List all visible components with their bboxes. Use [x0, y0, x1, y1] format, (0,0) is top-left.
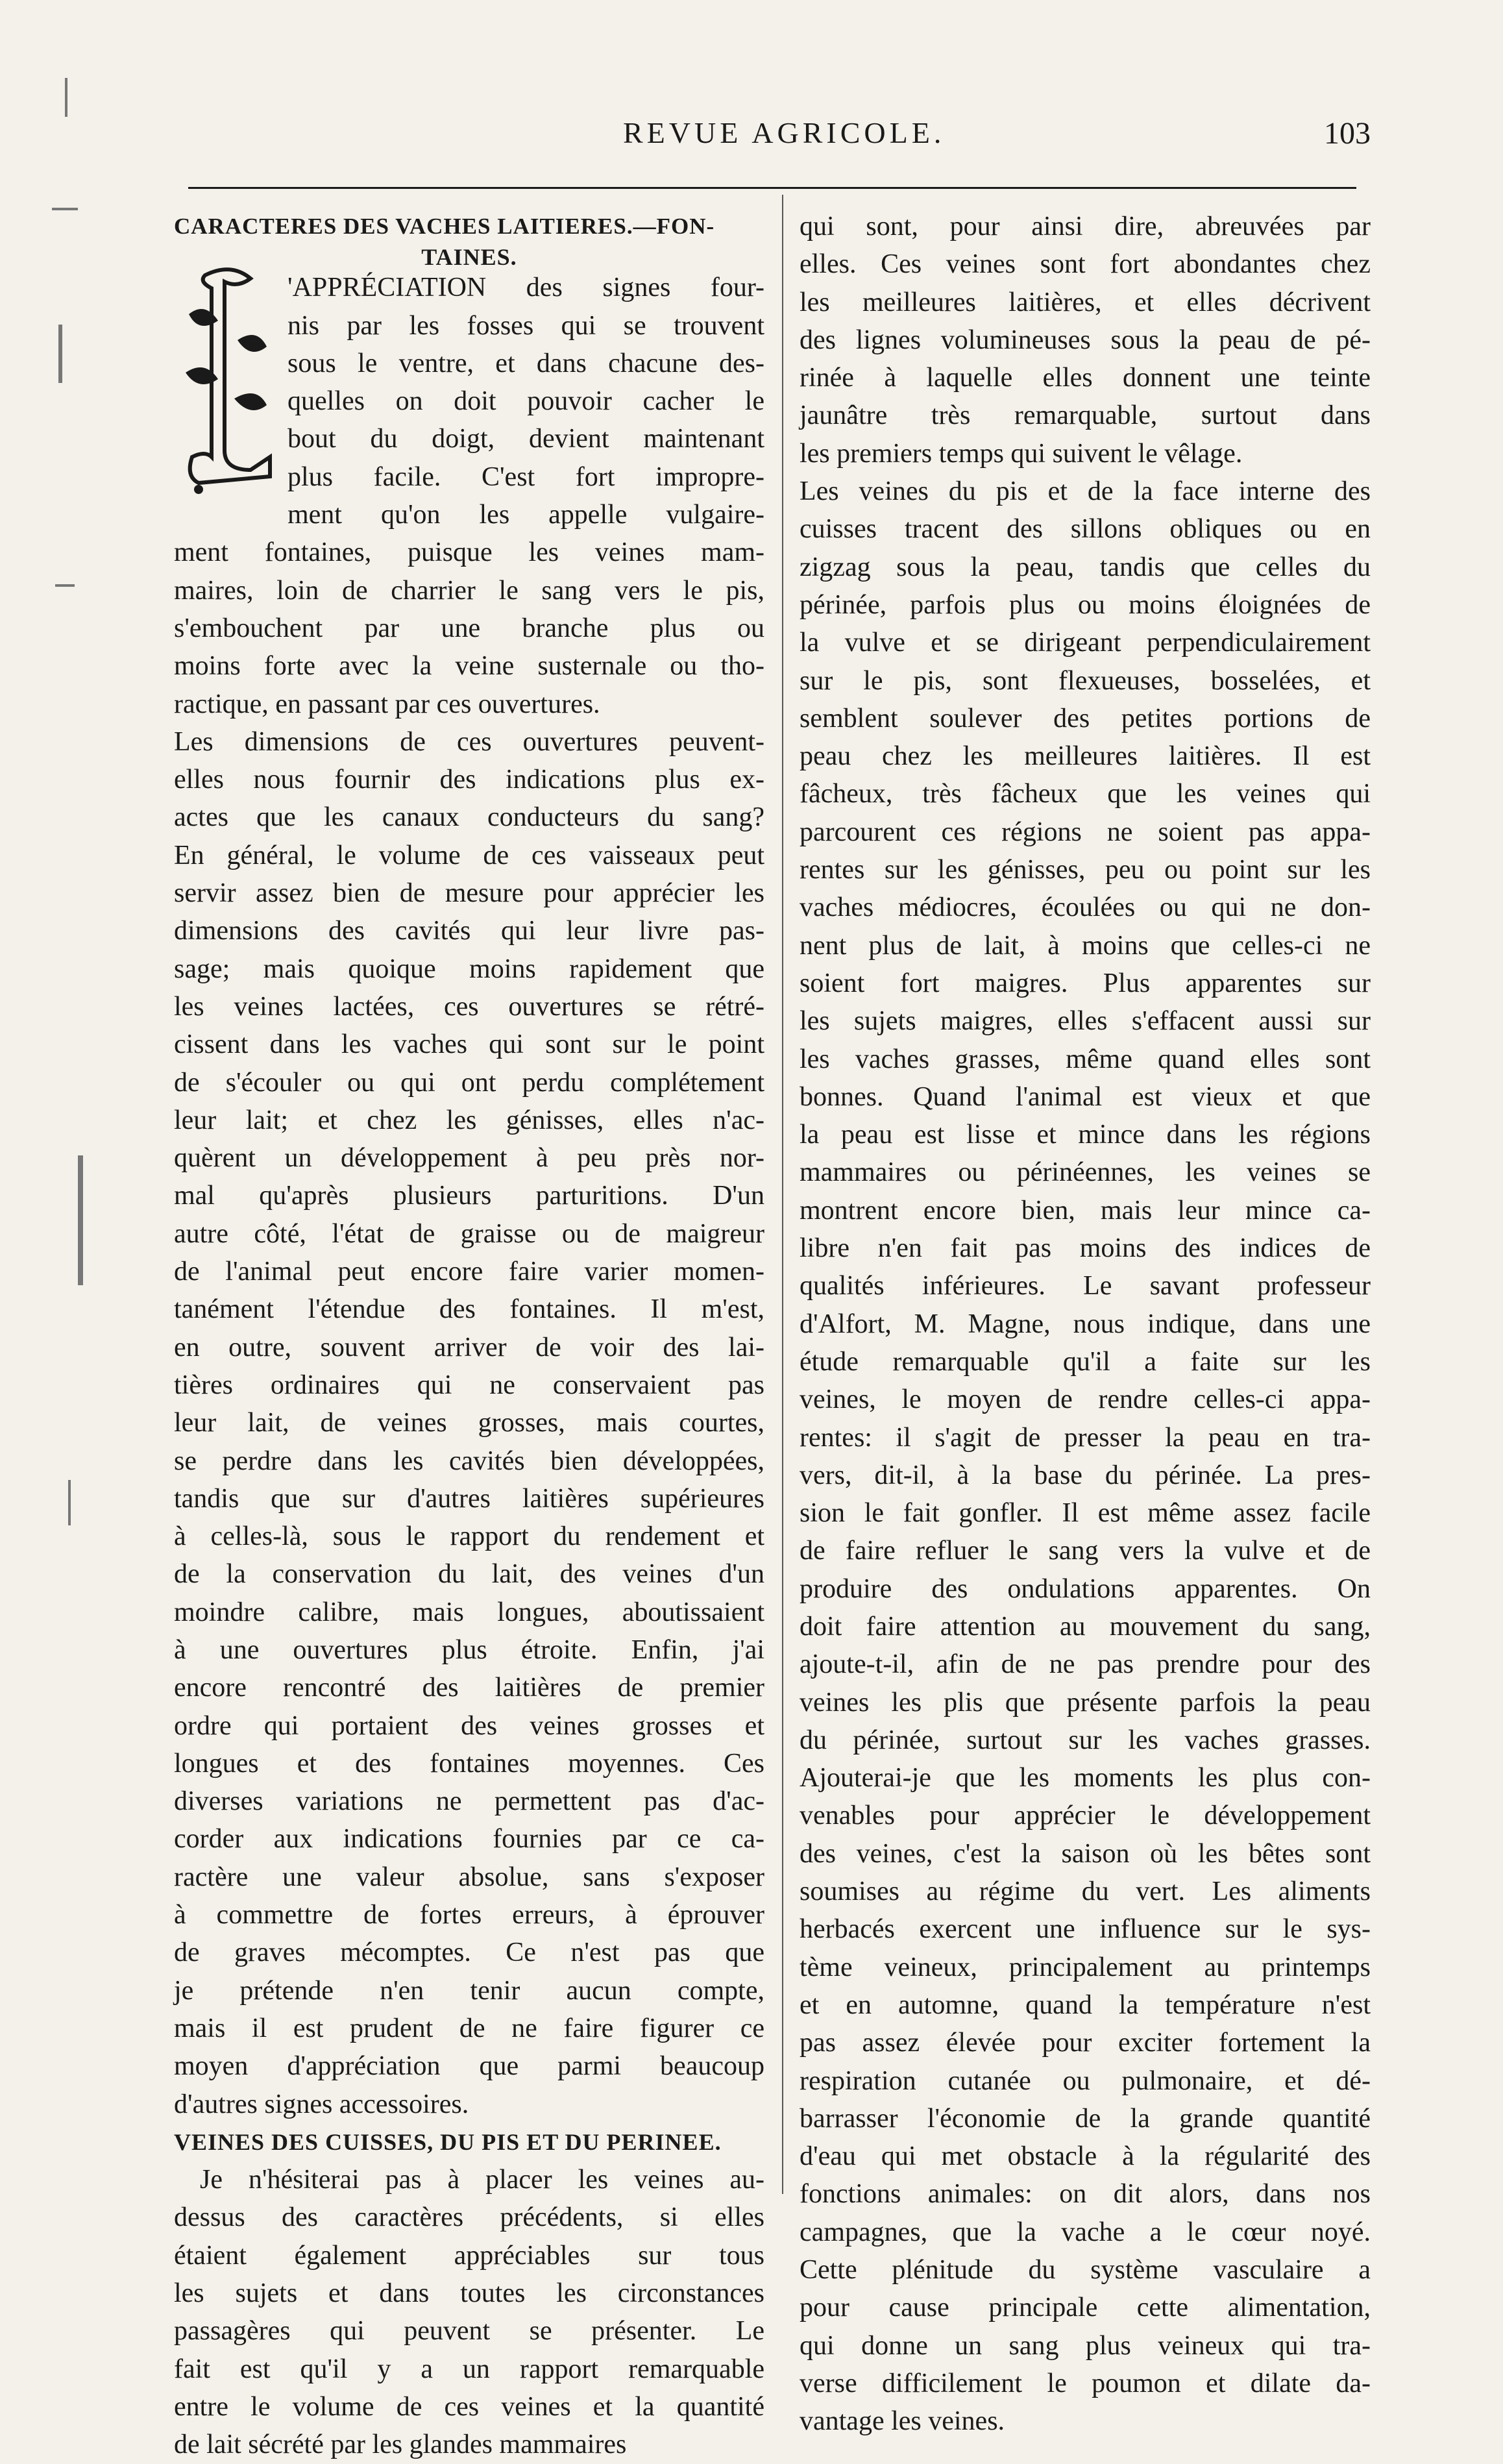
text-line: peau chez les meilleures laitières. Il est	[800, 741, 1371, 772]
text-line: des veines, c'est la saison où les bêtes sont	[800, 1838, 1371, 1869]
paragraph-line: bout du doigt, devient maintenant	[287, 424, 764, 454]
running-head	[0, 97, 1503, 175]
text-line: étude remarquable qu'il a faite sur les	[800, 1346, 1371, 1377]
text-line: autre côté, l'état de graisse ou de maigreur	[174, 1218, 764, 1249]
paragraph-line: quelles on doit pouvoir cacher le	[287, 386, 764, 417]
text-line: se perdre dans les cavités bien développées,	[174, 1446, 764, 1476]
text-line: quèrent un développement à peu près nor-	[174, 1143, 764, 1174]
text-line: ractique, en passant par ces ouvertures.	[174, 689, 600, 719]
text-line: mais il est prudent de ne faire figurer ce	[174, 2013, 764, 2043]
text-line: tème veineux, principalement au printemps	[800, 1952, 1371, 1982]
paragraph-line: plus facile. C'est fort impropre-	[287, 462, 764, 492]
text-line: qualités inférieures. Le savant professeur	[800, 1271, 1371, 1301]
text-line: campagnes, que la vache a le cœur noyé.	[800, 2217, 1371, 2247]
text-line: elles. Ces veines sont fort abondantes chez	[800, 249, 1371, 280]
opening-paragraph	[174, 269, 764, 534]
text-line: fonctions animales: on dit alors, dans nos	[800, 2179, 1371, 2210]
ornamental-dropcap-icon	[179, 262, 276, 496]
text-line: moins forte avec la veine susternale ou tho-	[174, 651, 764, 682]
text-line: rentes: il s'agit de presser la peau en tra-	[800, 1422, 1371, 1453]
right-body-text	[800, 208, 1371, 2441]
text-line: produire des ondulations apparentes. On	[800, 1573, 1371, 1604]
text-line: les premiers temps qui suivent le vêlage.	[800, 438, 1243, 469]
text-line: leur lait; et chez les génisses, elles n'ac-	[174, 1105, 764, 1135]
text-line: les veines lactées, ces ouvertures se rétré-	[174, 991, 764, 1022]
text-line: rinée à laquelle elles donnent une teinte	[800, 363, 1371, 393]
text-line: à celles-là, sous le rapport du rendement et	[174, 1522, 764, 1552]
text-line: entre le volume de ces veines et la quantité	[174, 2391, 764, 2422]
text-line: je prétende n'en tenir aucun compte,	[174, 1975, 764, 2006]
column-divider	[782, 195, 783, 2194]
text-line: venables pour apprécier le développement	[800, 1801, 1371, 1831]
text-line: parcourent ces régions ne soient pas appa-	[800, 817, 1371, 847]
text-line: Ajouterai-je que les moments les plus con-	[800, 1763, 1371, 1793]
text-line: les meilleures laitières, et elles décrivent	[800, 287, 1371, 317]
text-line: mammaires ou périnéennes, les veines se	[800, 1157, 1371, 1188]
text-line: d'autres signes accessoires.	[174, 2089, 469, 2119]
text-line: les sujets et dans toutes les circonstances	[174, 2278, 764, 2309]
text-line: de graves mécomptes. Ce n'est pas que	[174, 1938, 764, 1968]
text-line: soumises au régime du vert. Les aliments	[800, 1877, 1371, 1907]
left-column	[174, 208, 764, 2464]
text-line: semblent soulever des petites portions de	[800, 703, 1371, 733]
text-line: Cette plénitude du système vasculaire a	[800, 2255, 1371, 2285]
left-body-text	[174, 534, 764, 2123]
section-title-fontaines-1: CARACTERES DES VACHES LAITIERES.—FON-	[174, 214, 715, 239]
text-line: zigzag sous la peau, tandis que celles du	[800, 552, 1371, 582]
text-line: vaches médiocres, écoulées ou qui ne don-	[800, 893, 1371, 923]
text-line: de la conservation du lait, des veines d'un	[174, 1559, 764, 1590]
text-line: respiration cutanée ou pulmonaire, et dé-	[800, 2065, 1371, 2096]
text-line: étaient également appréciables sur tous	[174, 2240, 764, 2271]
text-line: doit faire attention au mouvement du sang,	[800, 1611, 1371, 1642]
left-body-text-section2	[174, 2161, 764, 2463]
text-line: la peau est lisse et mince dans les régions	[800, 1120, 1371, 1150]
text-line: s'embouchent par une branche plus ou	[174, 613, 764, 643]
text-line: pas assez élevée pour exciter fortement la	[800, 2028, 1371, 2058]
text-line: les sujets maigres, elles s'effacent aussi sur	[800, 1006, 1371, 1037]
text-line: vantage les veines.	[800, 2406, 1005, 2437]
text-line: En général, le volume de ces vaisseaux peut	[174, 840, 764, 870]
section-title-veines: VEINES DES CUISSES, DU PIS ET DU PERINEE.	[174, 2128, 722, 2155]
text-line: du périnée, surtout sur les vaches grasses.	[800, 1725, 1371, 1755]
text-line: périnée, parfois plus ou moins éloignées de	[800, 589, 1371, 620]
text-line: fâcheux, très fâcheux que les veines qui	[800, 779, 1371, 809]
text-line: moindre calibre, mais longues, aboutissaient	[174, 1597, 764, 1627]
text-line: cissent dans les vaches qui sont sur le point	[174, 1029, 764, 1060]
text-line: servir assez bien de mesure pour apprécier les	[174, 878, 764, 909]
text-line: à commettre de fortes erreurs, à éprouver	[174, 1900, 764, 1930]
text-line: sur le pis, sont flexueuses, bosselées, et	[800, 665, 1371, 696]
text-line: Je n'hésiterai pas à placer les veines au-	[200, 2165, 764, 2195]
text-line: rentes sur les génisses, peu ou point sur les	[800, 855, 1371, 885]
text-line: passagères qui peuvent se présenter. Le	[174, 2316, 764, 2347]
text-line: qui donne un sang plus veineux qui tra-	[800, 2330, 1371, 2361]
text-line: fait est qu'il y a un rapport remarquable	[174, 2354, 764, 2384]
text-line: moyen d'appréciation que parmi beaucoup	[174, 2051, 764, 2082]
text-line: d'eau qui met obstacle à la régularité des	[800, 2141, 1371, 2172]
text-line: encore rencontré des laitières de premier	[174, 1673, 764, 1703]
margin-specks	[45, 52, 104, 1740]
text-line: actes que les canaux conducteurs du sang?	[174, 802, 764, 833]
text-line: soient fort maigres. Plus apparentes sur	[800, 968, 1371, 998]
text-line: veines les plis que présente parfois la peau	[800, 1687, 1371, 1718]
text-line: sion le fait gonfler. Il est même assez facile	[800, 1498, 1371, 1529]
paragraph-line: sous le ventre, et dans chacune des-	[287, 348, 764, 378]
header-rule	[188, 187, 1356, 189]
text-line: ajoute-t-il, afin de ne pas prendre pour des	[800, 1649, 1371, 1680]
text-line: cuisses tracent des sillons obliques ou en	[800, 514, 1371, 545]
text-line: jaunâtre très remarquable, surtout dans	[800, 400, 1371, 431]
text-line: tanément l'étendue des fontaines. Il m'est,	[174, 1294, 764, 1325]
section-title-fontaines-2: TAINES.	[421, 244, 517, 271]
text-line: herbacés exercent une influence sur le sys-	[800, 1914, 1371, 1945]
text-line: pour cause principale cette alimentation,	[800, 2293, 1371, 2323]
text-line: vers, dit-il, à la base du périnée. La pres-	[800, 1460, 1371, 1490]
text-line: corder aux indications fournies par ce ca-	[174, 1824, 764, 1854]
text-line: et en automne, quand la température n'est	[800, 1990, 1371, 2020]
text-line: tières ordinaires qui ne conservaient pas	[174, 1370, 764, 1400]
text-line: diverses variations ne permettent pas d'ac-	[174, 1786, 764, 1817]
text-line: libre n'en fait pas moins des indices de	[800, 1233, 1371, 1264]
text-line: nent plus de lait, à moins que celles-ci ne	[800, 930, 1371, 961]
page-number: 103	[1324, 116, 1371, 151]
text-line: ment fontaines, puisque les veines mam-	[174, 537, 764, 568]
text-line: la vulve et se dirigeant perpendiculairement	[800, 628, 1371, 658]
text-line: elles nous fournir des indications plus ex-	[174, 765, 764, 795]
text-line: de s'écouler ou qui ont perdu complétement	[174, 1067, 764, 1098]
text-line: Les veines du pis et de la face interne des	[800, 476, 1371, 507]
journal-title: REVUE AGRICOLE.	[623, 116, 946, 149]
text-line: montrent encore bien, mais leur mince ca-	[800, 1195, 1371, 1226]
text-line: veines, le moyen de rendre celles-ci appa-	[800, 1385, 1371, 1415]
text-line: verse difficilement le poumon et dilate da-	[800, 2368, 1371, 2398]
text-line: mal qu'après plusieurs parturitions. D'un	[174, 1181, 764, 1211]
text-line: des lignes volumineuses sous la peau de pé-	[800, 325, 1371, 355]
text-line: tandis que sur d'autres laitières supérieures	[174, 1483, 764, 1514]
text-line: qui sont, pour ainsi dire, abreuvées par	[800, 212, 1371, 241]
text-line: barrasser l'économie de la grande quantité	[800, 2103, 1371, 2134]
text-line: bonnes. Quand l'animal est vieux et que	[800, 1081, 1371, 1112]
text-line: à une ouvertures plus étroite. Enfin, j'ai	[174, 1634, 764, 1665]
text-line: ordre qui portaient des veines grosses et	[174, 1710, 764, 1741]
text-line: dimensions des cavités qui leur livre pas-	[174, 916, 764, 946]
text-line: Les dimensions de ces ouvertures peuvent-	[174, 726, 764, 757]
text-line: leur lait, de veines grosses, mais courtes,	[174, 1408, 764, 1438]
text-line: maires, loin de charrier le sang vers le pis,	[174, 575, 764, 606]
text-line: de faire refluer le sang vers la vulve et de	[800, 1536, 1371, 1566]
text-line: les vaches grasses, même quand elles sont	[800, 1044, 1371, 1074]
text-line: en outre, souvent arriver de voir des lai-	[174, 1332, 764, 1362]
text-line: longues et des fontaines moyennes. Ces	[174, 1748, 764, 1779]
paragraph-line: ment qu'on les appelle vulgaire-	[287, 500, 764, 530]
text-line: d'Alfort, M. Magne, nous indique, dans une	[800, 1309, 1371, 1339]
text-line: sage; mais quoique moins rapidement que	[174, 954, 764, 984]
paragraph-line: 'APPRÉCIATION des signes four-	[287, 273, 764, 303]
paragraph-line: nis par les fosses qui se trouvent	[287, 310, 764, 341]
text-line: dessus des caractères précédents, si elles	[174, 2202, 764, 2233]
text-line: de lait sécrété par les glandes mammaires	[174, 2430, 627, 2460]
text-line: de l'animal peut encore faire varier momen-	[174, 1257, 764, 1287]
right-column	[800, 208, 1371, 2441]
text-line: ractère une valeur absolue, sans s'exposer	[174, 1862, 764, 1892]
